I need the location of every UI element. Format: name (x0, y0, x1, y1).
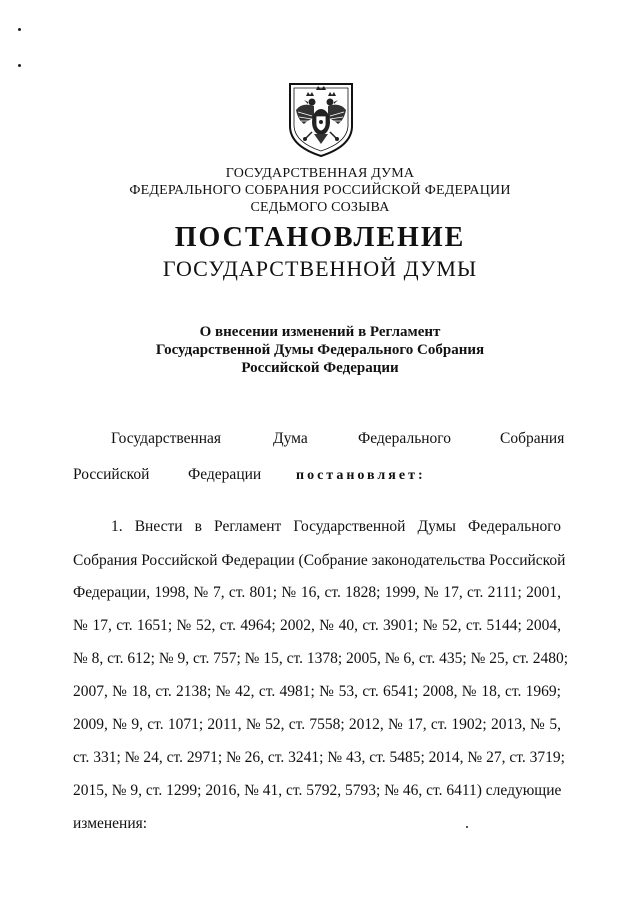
coat-of-arms-icon (284, 80, 358, 160)
header-line-2: ФЕДЕРАЛЬНОГО СОБРАНИЯ РОССИЙСКОЙ ФЕДЕРАЦИИ (129, 183, 511, 198)
header-line-1: ГОСУДАРСТВЕННАЯ ДУМА (225, 166, 415, 181)
preamble-word: Федерации (188, 466, 262, 483)
body-line: № 17, ст. 1651; № 52, ст. 4964; 2002, № 40, ст. 3901; № 52, ст. 5144; 2004, (73, 617, 561, 634)
body-line: 2009, № 9, ст. 1071; 2011, № 52, ст. 7558; 2012, № 17, ст. 1902; 2013, № 5, (73, 716, 561, 733)
scan-speck (18, 28, 21, 31)
subject-line-1: О внесении изменений в Регламент (199, 324, 441, 340)
preamble-word: Дума (273, 430, 308, 447)
body-line: ст. 331; № 24, ст. 2971; № 26, ст. 3241; № 43, ст. 5485; 2014, № 27, ст. 3719; (73, 749, 565, 766)
body-line: № 8, ст. 612; № 9, ст. 757; № 15, ст. 1378; 2005, № 6, ст. 435; № 25, ст. 2480; (73, 650, 569, 667)
document-title: ПОСТАНОВЛЕНИЕ (174, 222, 466, 253)
scan-speck (18, 64, 21, 67)
preamble-word: Государственная (111, 430, 222, 447)
body-line: 1. Внести в Регламент Государственной Думы Федерального (111, 518, 561, 535)
subject-line-2: Государственной Думы Федерального Собрания (155, 342, 485, 358)
body-line: 2015, № 9, ст. 1299; 2016, № 41, ст. 5792, 5793; № 46, ст. 6411) следующие (73, 782, 562, 799)
preamble-word: Федерального (358, 430, 452, 447)
body-line: Федерации, 1998, № 7, ст. 801; № 16, ст. 1828; 1999, № 17, ст. 2111; 2001, (73, 584, 561, 601)
body-line: изменения: (73, 815, 148, 832)
body-line: Собрания Российской Федерации (Собрание законодательства Российской (73, 552, 566, 569)
document-subtitle: ГОСУДАРСТВЕННОЙ ДУМЫ (162, 256, 478, 281)
preamble-word: Российской (73, 466, 150, 483)
decree-word: постановляет: (296, 468, 426, 483)
header-line-3: СЕДЬМОГО СОЗЫВА (250, 200, 390, 215)
body-line: 2007, № 18, ст. 2138; № 42, ст. 4981; № 53, ст. 6541; 2008, № 18, ст. 1969; (73, 683, 561, 700)
subject-line-3: Российской Федерации (241, 360, 399, 376)
preamble-word: Собрания (500, 430, 565, 447)
